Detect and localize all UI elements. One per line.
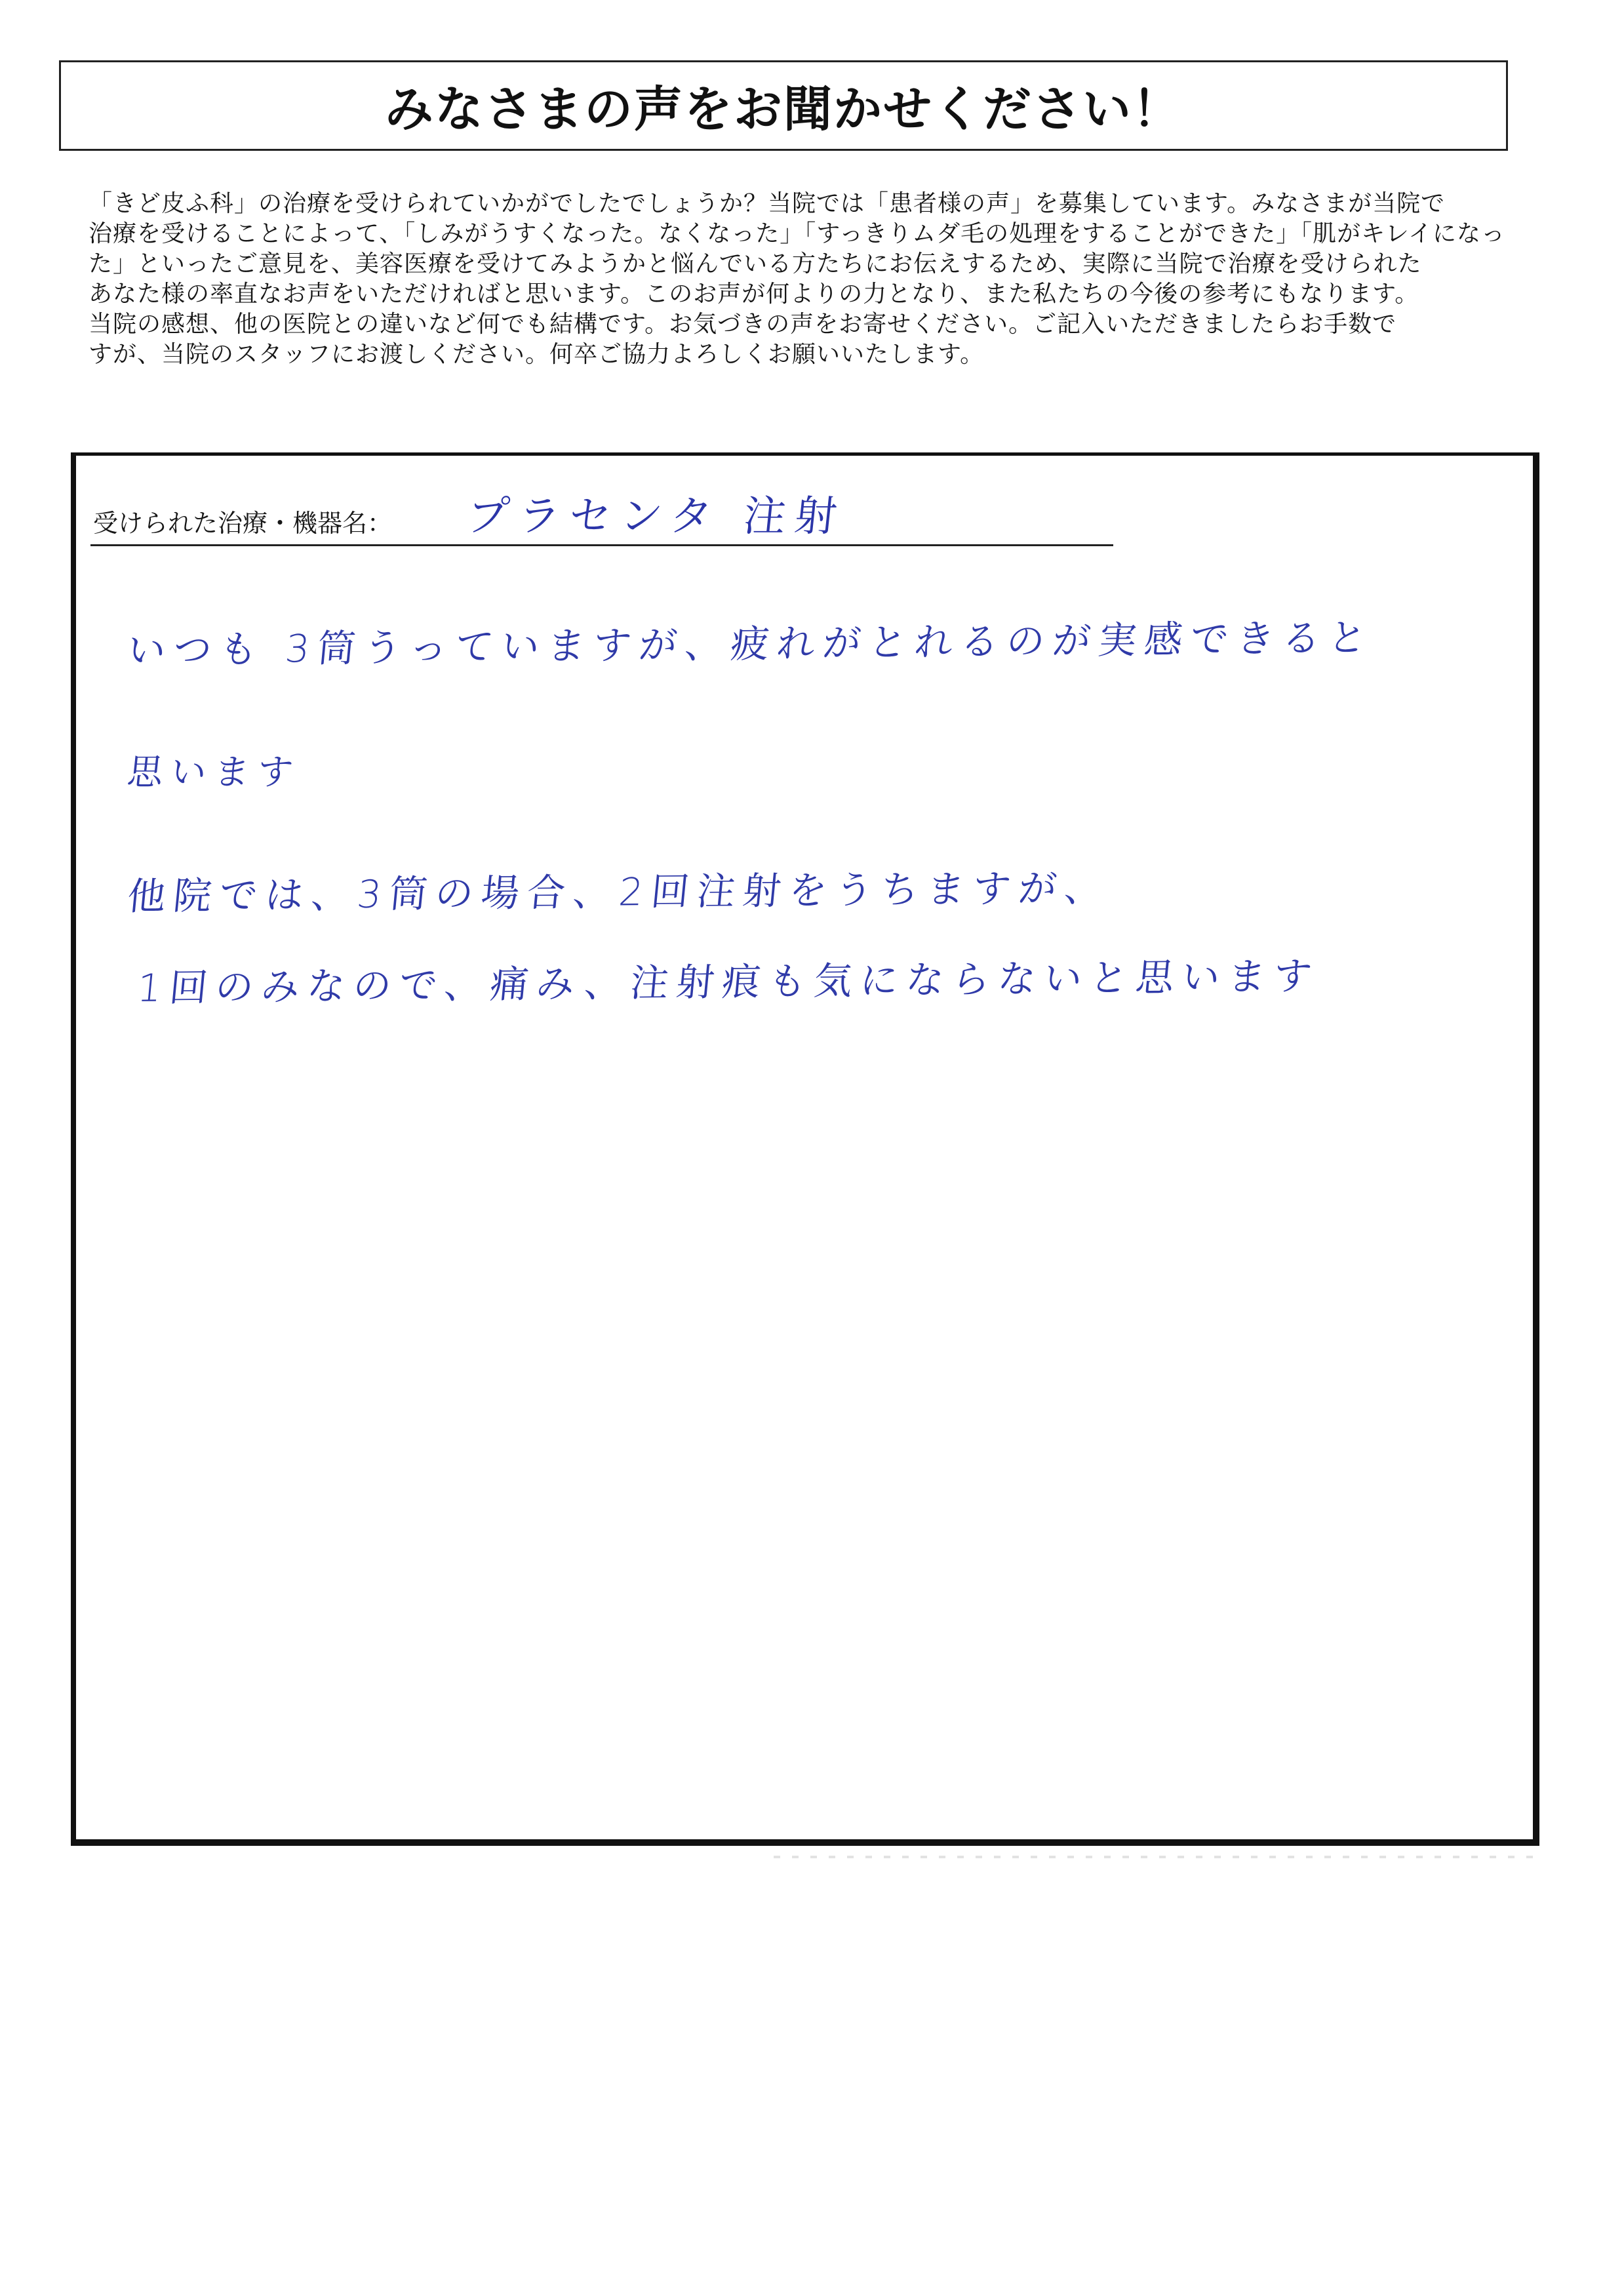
handwritten-comment-line: 1回のみなので、痛み、注射痕も気にならないと思います (135, 953, 1322, 1010)
title-box (59, 60, 1508, 151)
intro-paragraph (89, 189, 1518, 370)
handwritten-comment-line: いつも 3筒うっていますが、疲れがとれるのが実感できると (125, 615, 1377, 673)
intro-line: 治療を受けることによって、「しみがうすくなった。なくなった」「すっきりムダ毛の処理をすることができた」「肌がキレイになっ (89, 220, 1505, 247)
scan-artifact-divider (774, 1856, 1534, 1858)
handwritten-comment-line: 他院では、3筒の場合、2回注射をうちますが、 (125, 865, 1113, 919)
handwritten-comment-line: 思います (125, 751, 303, 793)
treatment-handwritten-value: プラセンタ 注射 (464, 492, 849, 541)
intro-line: あなた様の率直なお声をいただければと思います。このお声が何よりの力となり、また私たちの今後の参考にもなります。 (89, 281, 1419, 308)
intro-line: た」といったご意見を、美容医療を受けてみようかと悩んでいる方たちにお伝えするため、実際に当院で治療を受けられた (89, 250, 1422, 277)
intro-line: 「きど皮ふ科」の治療を受けられていかがでしたでしょうか？当院では「患者様の声」を募集しています。みなさまが当院で (89, 190, 1446, 217)
treatment-field (90, 485, 1113, 546)
intro-line: 当院の感想、他の医院との違いなど何でも結構です。お気づきの声をお寄せください。ご記入いただきましたらお手数で (89, 311, 1397, 338)
intro-line: すが、当院のスタッフにお渡しください。何卒ご協力よろしくお願いいたします。 (89, 341, 985, 368)
page-title: みなさまの声をお聞かせください！ (385, 81, 1182, 138)
treatment-label: 受けられた治療・機器名： (93, 509, 393, 538)
